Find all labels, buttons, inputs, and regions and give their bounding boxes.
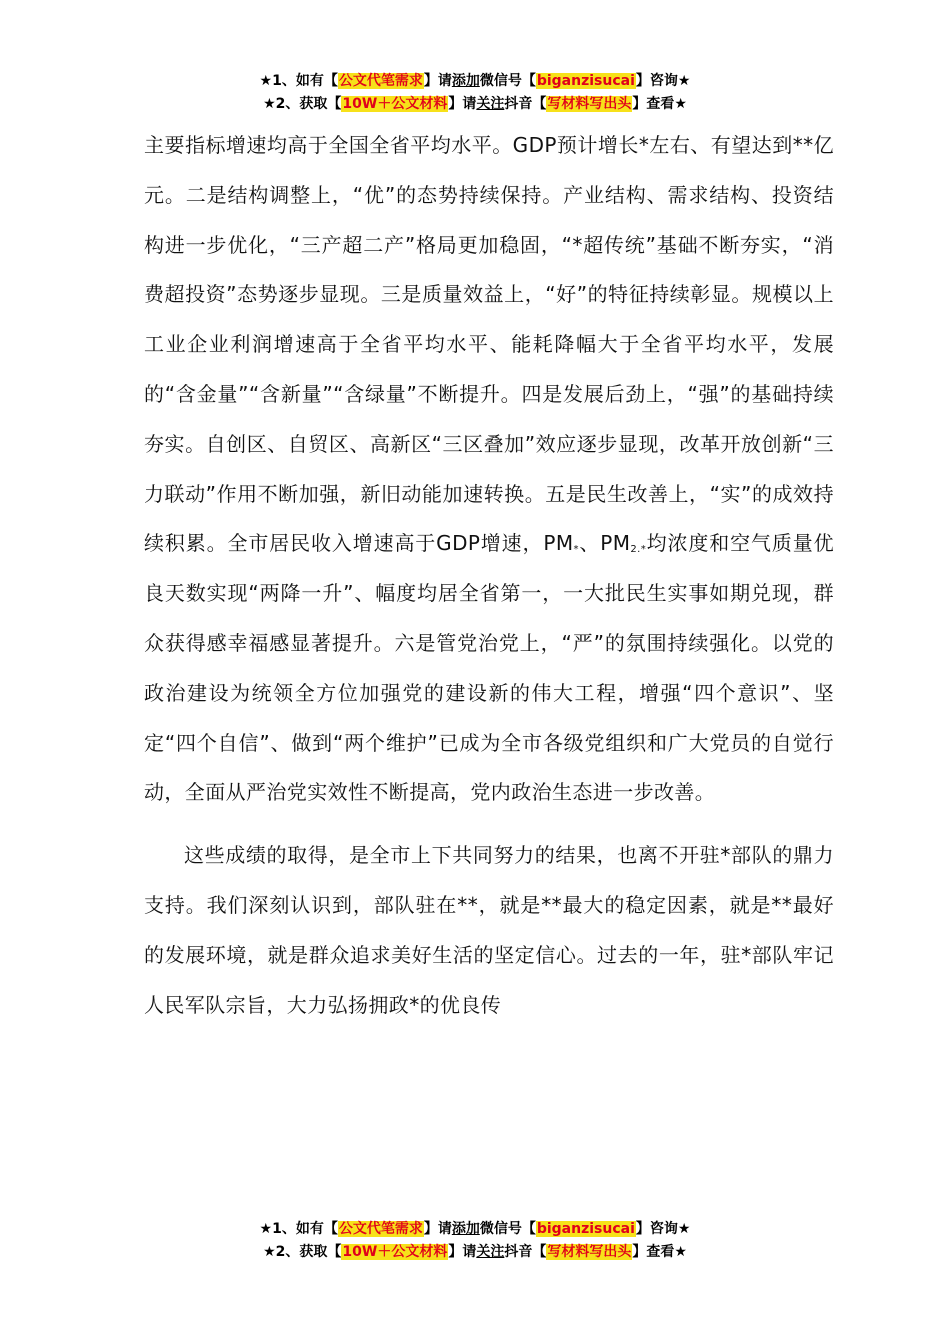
promo-banner-top bbox=[0, 70, 950, 116]
douyin-account: 写材料写出头 bbox=[547, 1244, 632, 1260]
promo-text: 抖音【 bbox=[504, 96, 547, 112]
promo-text: 】咨询★ bbox=[635, 1221, 691, 1237]
underlined-text: 添加 bbox=[451, 1221, 480, 1237]
underlined-text: 添加 bbox=[451, 73, 480, 89]
promo-text: 】请 bbox=[448, 96, 477, 112]
underlined-text: 关注 bbox=[476, 96, 505, 112]
subscript: * bbox=[573, 544, 579, 556]
promo-text: ★2、获取【 bbox=[263, 1244, 342, 1260]
promo-line-2 bbox=[0, 93, 950, 116]
paragraph-army-support: 这些成绩的取得，是全市上下共同努力的结果，也离不开驻*部队的鼎力支持。我们深刻认识到，部队驻在**，就是**最大的稳定因素，就是**最好的发展环境，就是群众追求美好生活的坚定信心。过去的一年，驻*部队牢记人民军队宗旨，大力弘扬拥政*的优良传 bbox=[144, 843, 834, 1017]
promo-text: 微信号【 bbox=[479, 1221, 536, 1237]
underlined-text: 关注 bbox=[476, 1244, 505, 1260]
promo-line-1 bbox=[0, 1218, 950, 1241]
promo-text: 】请 bbox=[423, 73, 452, 89]
promo-text: 】咨询★ bbox=[635, 73, 691, 89]
promo-text: 】请 bbox=[448, 1244, 477, 1260]
wechat-id: biganzisucai bbox=[536, 1221, 635, 1237]
promo-banner-bottom bbox=[0, 1218, 950, 1264]
promo-text: 】请 bbox=[423, 1221, 452, 1237]
paragraph-text: 均浓度和空气质量优良天数实现“两降一升”、幅度均居全省第一，一大批民生实事如期兑现，群众获得感幸福感显著提升。六是管党治党上，“严”的氛围持续强化。以党的政治建设为统领全方位加强党的建设新的伟大工程，增强“四个意识”、坚定“四个自信”、做到“两个维护”已成为全市各级党组织和广大党员的自觉行动，全面从严治党实效性不断提高，党内政治生态进一步改善。 bbox=[144, 531, 835, 805]
promo-line-1 bbox=[0, 70, 950, 93]
promo-text: 微信号【 bbox=[479, 73, 536, 89]
highlight-materials: 10W＋公文材料 bbox=[342, 96, 448, 112]
promo-text: ★2、获取【 bbox=[263, 96, 342, 112]
promo-line-2 bbox=[0, 1241, 950, 1264]
paragraph-achievements bbox=[144, 121, 834, 818]
paragraph-text: 主要指标增速均高于全国全省平均水平。GDP预计增长*左右、有望达到**亿元。二是结构调整上，“优”的态势持续保持。产业结构、需求结构、投资结构进一步优化，“三产超二产”格局更加稳固，“*超传统”基础不断夯实，“消费超投资”态势逐步显现。三是质量效益上，“好”的特征持续彰显。规模以上工业企业利润增速高于全省平均水平、能耗降幅大于全省平均水平，发展的“含金量”“含新量”“含绿量”不断提升。四是发展后劲上，“强”的基础持续夯实。自创区、自贸区、高新区“三区叠加”效应逐步显现，改革开放创新“三力联动”作用不断加强，新旧动能加速转换。五是民生改善上，“实”的成效持续积累。全市居民收入增速高于GDP增速，PM bbox=[144, 133, 834, 556]
promo-text: ★1、如有【 bbox=[259, 73, 338, 89]
promo-text: ★1、如有【 bbox=[259, 1221, 338, 1237]
subscript: 2.* bbox=[630, 544, 647, 556]
promo-text: 】查看★ bbox=[632, 1244, 687, 1260]
promo-text: 抖音【 bbox=[504, 1244, 547, 1260]
wechat-id: biganzisucai bbox=[536, 73, 635, 89]
paragraph-text: 、PM bbox=[578, 531, 631, 556]
highlight-service: 公文代笔需求 bbox=[338, 1221, 423, 1237]
highlight-service: 公文代笔需求 bbox=[338, 73, 423, 89]
promo-text: 】查看★ bbox=[632, 96, 687, 112]
douyin-account: 写材料写出头 bbox=[547, 96, 632, 112]
document-body bbox=[144, 121, 834, 1030]
highlight-materials: 10W＋公文材料 bbox=[342, 1244, 448, 1260]
